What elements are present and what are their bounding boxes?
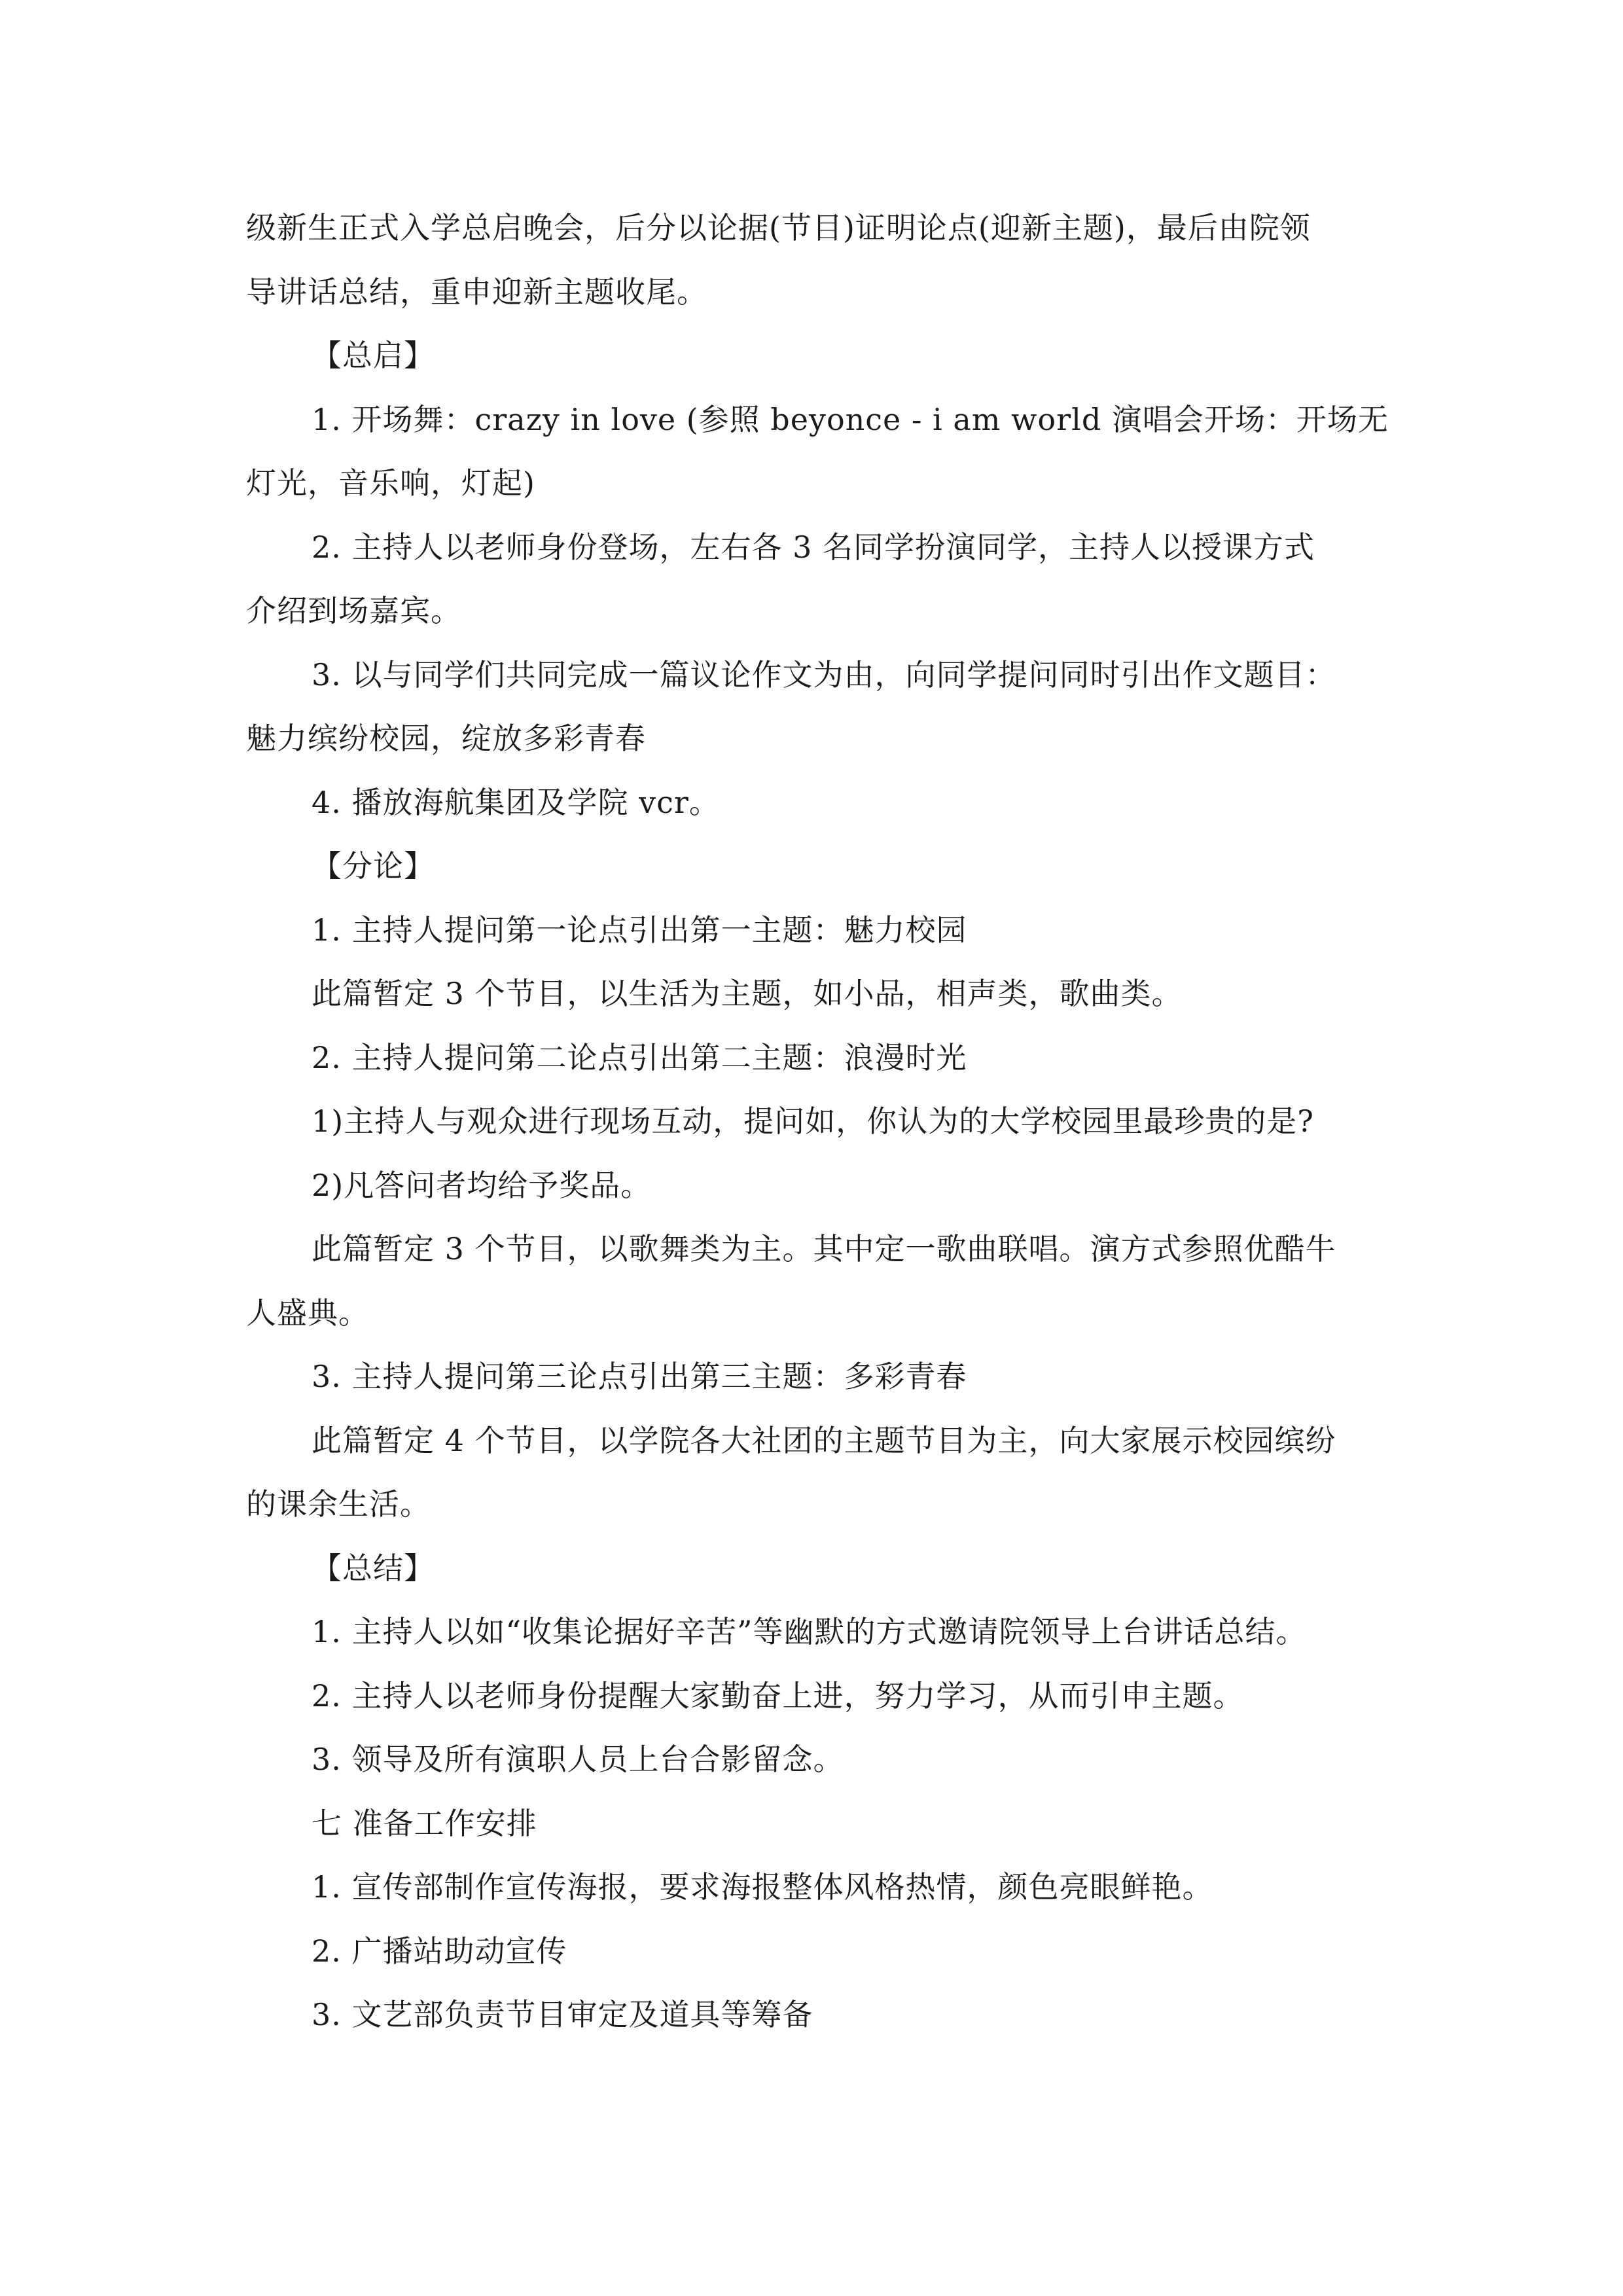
paragraph-line: 人盛典。 xyxy=(246,1295,369,1331)
list-item: 1. 宣传部制作宣传海报，要求海报整体风格热情，颜色亮眼鲜艳。 xyxy=(312,1869,1213,1905)
list-item: 2. 广播站助动宣传 xyxy=(312,1933,567,1969)
paragraph-line: 的课余生活。 xyxy=(246,1486,431,1522)
section-heading: 【分论】 xyxy=(312,848,435,884)
paragraph-line: 此篇暂定 3 个节目，以歌舞类为主。其中定一歌曲联唱。演方式参照优酷牛 xyxy=(312,1231,1336,1266)
document-body xyxy=(246,196,1398,2047)
list-item: 2. 主持人以老师身份提醒大家勤奋上进，努力学习，从而引申主题。 xyxy=(312,1677,1244,1713)
list-item: 3. 以与同学们共同完成一篇议论作文为由，向同学提问同时引出作文题目： xyxy=(312,656,1336,692)
list-item: 2. 主持人提问第二论点引出第二主题：浪漫时光 xyxy=(312,1039,967,1075)
paragraph-line: 导讲话总结，重申迎新主题收尾。 xyxy=(246,274,707,310)
list-item: 3. 领导及所有演职人员上台合影留念。 xyxy=(312,1742,844,1777)
paragraph-line: 此篇暂定 4 个节目，以学院各大社团的主题节目为主，向大家展示校园缤纷 xyxy=(312,1422,1336,1458)
list-item: 1. 主持人以如“收集论据好辛苦”等幽默的方式邀请院领导上台讲话总结。 xyxy=(312,1614,1307,1649)
section-heading: 七 准备工作安排 xyxy=(312,1805,537,1841)
list-item: 1. 主持人提问第一论点引出第一主题：魅力校园 xyxy=(312,912,967,948)
list-item: 1)主持人与观众进行现场互动，提问如，你认为的大学校园里最珍贵的是? xyxy=(312,1103,1314,1139)
list-item: 1. 开场舞：crazy in love (参照 beyonce - i am world 演唱会开场：开场无 xyxy=(312,401,1389,437)
paragraph-line: 介绍到场嘉宾。 xyxy=(246,593,461,628)
list-item: 3. 文艺部负责节目审定及道具等筹备 xyxy=(312,1997,813,2032)
section-heading: 【总结】 xyxy=(312,1550,435,1586)
list-item: 2. 主持人以老师身份登场，左右各 3 名同学扮演同学，主持人以授课方式 xyxy=(312,529,1315,565)
paragraph-line: 此篇暂定 3 个节目，以生活为主题，如小品，相声类，歌曲类。 xyxy=(312,976,1183,1011)
list-item: 2)凡答问者均给予奖品。 xyxy=(312,1167,652,1203)
section-heading: 【总启】 xyxy=(312,338,435,373)
list-item: 4. 播放海航集团及学院 vcr。 xyxy=(312,784,720,820)
paragraph-line: 级新生正式入学总启晚会，后分以论据(节目)证明论点(迎新主题)，最后由院领 xyxy=(246,210,1311,245)
paragraph-line: 灯光，音乐响，灯起) xyxy=(246,465,535,501)
paragraph-line: 魅力缤纷校园，绽放多彩青春 xyxy=(246,721,646,756)
list-item: 3. 主持人提问第三论点引出第三主题：多彩青春 xyxy=(312,1359,967,1394)
